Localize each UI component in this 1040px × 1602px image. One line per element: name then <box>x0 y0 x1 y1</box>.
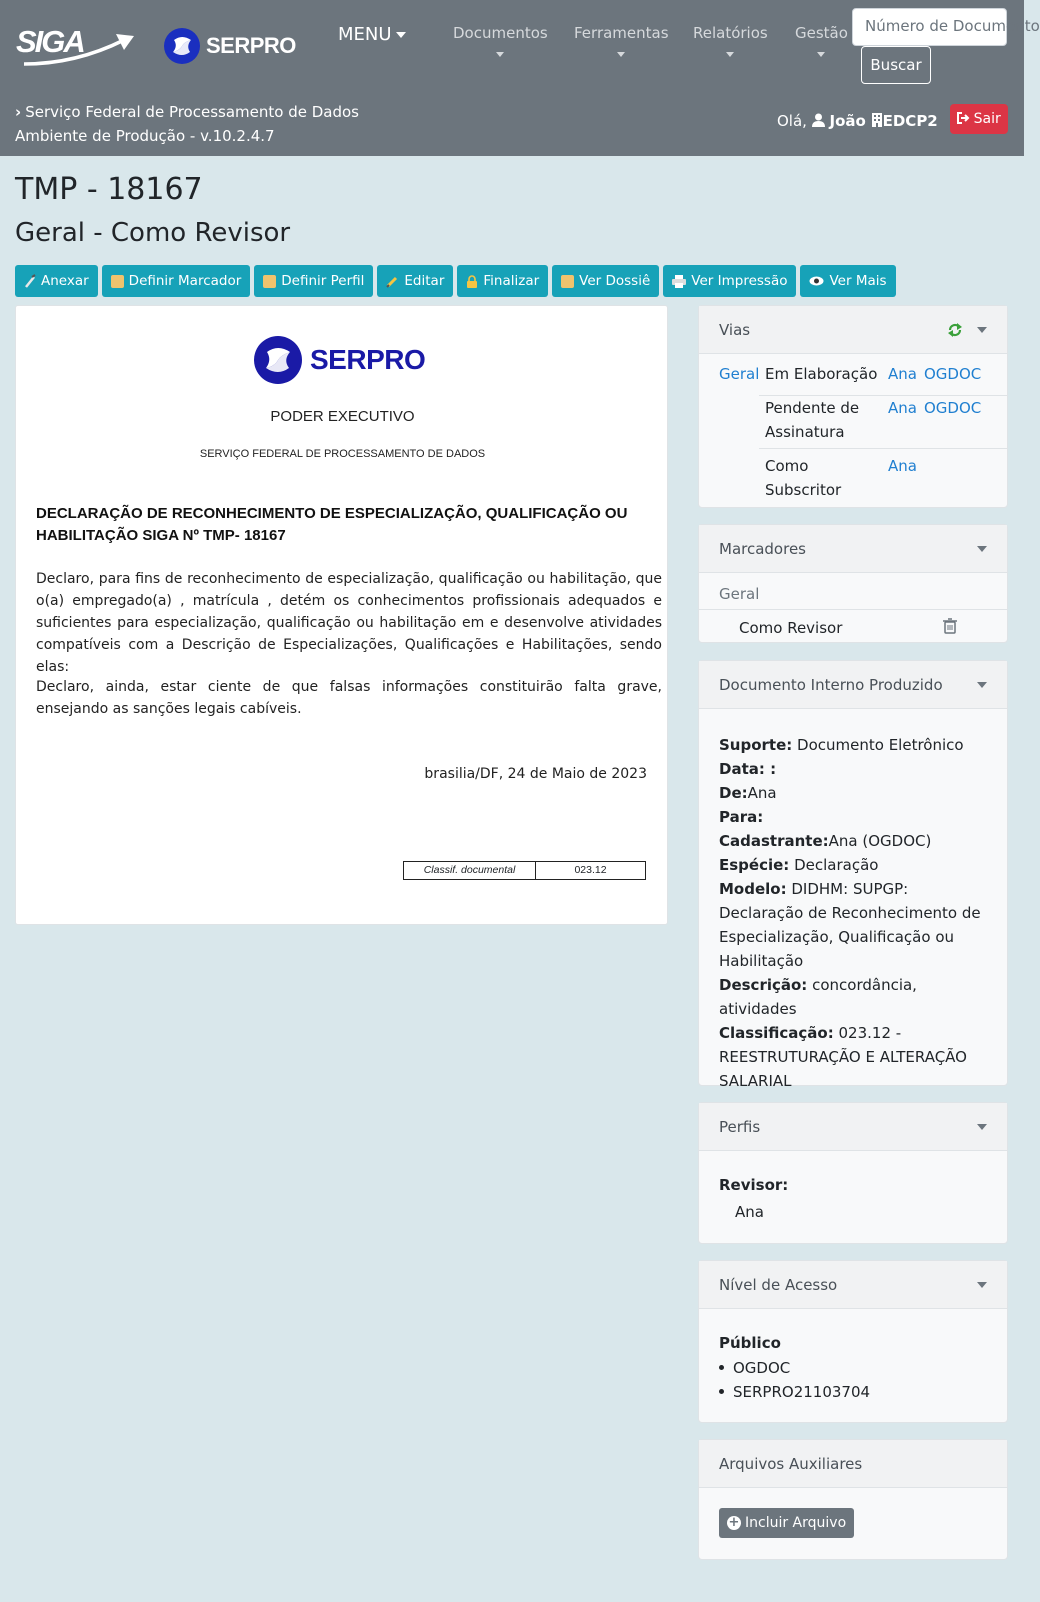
access-item: SERPRO21103704 <box>733 1380 870 1404</box>
marcadores-title: Marcadores <box>719 540 806 558</box>
user-name: João <box>829 112 866 130</box>
chevron-down-icon <box>396 32 406 38</box>
ver-dossie-label: Ver Dossiê <box>579 273 651 289</box>
incluir-arquivo-label: Incluir Arquivo <box>745 1515 847 1531</box>
via-status-em-elaboracao: Em Elaboração <box>765 365 878 383</box>
top-navbar <box>0 0 1040 156</box>
logout-button[interactable] <box>950 104 1008 134</box>
ver-impressao-button[interactable] <box>663 265 796 297</box>
siga-logo-text: SIGA <box>16 24 84 59</box>
paperclip-icon <box>24 275 36 288</box>
classificacao-value: 023.12 - REESTRUTURAÇÃO E ALTERAÇÃO SALARIAL <box>719 1024 967 1090</box>
para-label: Para: <box>719 808 764 826</box>
chevron-down-icon <box>726 52 734 57</box>
plus-circle-icon: + <box>728 1515 740 1530</box>
especie-label: Espécie: <box>719 856 790 874</box>
nivel-acesso-title: Nível de Acesso <box>719 1276 838 1294</box>
perfil-person: Ana <box>735 1203 764 1221</box>
finalizar-label: Finalizar <box>483 273 540 289</box>
via-unit-link[interactable]: OGDOC <box>924 365 982 383</box>
definir-perfil-button[interactable] <box>254 265 373 297</box>
user-greeting <box>777 112 938 130</box>
user-unit: EDCP2 <box>882 112 938 130</box>
chevron-down-icon[interactable] <box>977 327 987 333</box>
nav-ferramentas[interactable] <box>574 24 669 57</box>
ver-impressao-label: Ver Impressão <box>691 273 788 289</box>
classification-label: Classif. documental <box>404 862 536 879</box>
chevron-down-icon[interactable] <box>977 1282 987 1288</box>
page-subtitle: Geral - Como Revisor <box>15 218 291 248</box>
descricao-label: Descrição: <box>719 976 808 994</box>
poder-executivo-heading: PODER EXECUTIVO <box>270 408 415 425</box>
main-menu-label: MENU <box>338 24 392 45</box>
eye-icon <box>809 275 824 287</box>
definir-marcador-label: Definir Marcador <box>128 273 242 289</box>
greeting-text: Olá, <box>777 112 807 130</box>
declaration-paragraph-1: Declaro, para fins de reconhecimento de especialização, qualificação ou habilitação, que o(a) empregado(a) , matrícula , detém os conhecimentos profissionais adequados e suficientes para especialização, qualificação ou habilitação em e desenvolve atividades compatíveis com a Descrição de Especializações, Qualificações e Habilitações, sendo elas: <box>36 571 662 675</box>
documento-interno-title: Documento Interno Produzido <box>719 676 943 694</box>
arquivos-auxiliares-header <box>699 1440 1007 1488</box>
nav-relatorios[interactable] <box>693 24 768 57</box>
finalizar-button[interactable] <box>457 265 548 297</box>
via-user-link[interactable]: Ana <box>888 457 917 475</box>
cadastrante-label: Cadastrante: <box>719 832 829 850</box>
environment-version: Ambiente de Produção - v.10.2.4.7 <box>15 127 275 145</box>
marcador-group-geral: Geral <box>719 585 760 603</box>
divider <box>759 448 1007 449</box>
via-status-pendente-assinatura: Pendente de Assinatura <box>765 399 860 441</box>
de-value: Ana <box>747 784 777 802</box>
vias-header[interactable] <box>699 306 1007 354</box>
via-user-link[interactable]: Ana <box>888 365 917 383</box>
descricao-value: concordância, atividades <box>719 976 917 1018</box>
documento-interno-details <box>719 733 989 1093</box>
definir-perfil-label: Definir Perfil <box>281 273 365 289</box>
editar-button[interactable] <box>377 265 453 297</box>
chevron-down-icon[interactable] <box>977 1124 987 1130</box>
modelo-label: Modelo: <box>719 880 787 898</box>
declaration-title: DECLARAÇÃO DE RECONHECIMENTO DE ESPECIALIZAÇÃO, QUALIFICAÇÃO OU HABILITAÇÃO SIGA Nº TMP- 18167 <box>36 505 628 544</box>
organization-info <box>15 100 359 148</box>
de-label: De: <box>719 784 748 802</box>
modelo-value: DIDHM: SUPGP: Declaração de Reconhecimento de Especialização, Qualificação ou Habilitação <box>719 880 981 970</box>
nav-relatorios-label: Relatórios <box>693 24 768 42</box>
siga-arrow-icon <box>16 24 136 68</box>
user-icon <box>812 113 825 127</box>
anexar-button[interactable] <box>15 265 98 297</box>
ver-dossie-button[interactable] <box>552 265 659 297</box>
document-logo-text: SERPRO <box>310 344 426 375</box>
declaration-paragraph-2: Declaro, ainda, estar ciente de que falsas informações constituirão falta grave, ensejando as sanções legais cabíveis. <box>36 679 662 717</box>
especie-value: Declaração <box>794 856 879 874</box>
serpro-logo[interactable] <box>164 26 296 66</box>
page-title: TMP - 18167 <box>15 172 203 207</box>
via-status-como-subscritor: Como Subscritor <box>765 457 842 499</box>
folder-user-icon <box>263 275 276 288</box>
documento-interno-card <box>698 660 1008 1090</box>
perfil-role: Revisor: <box>719 1176 789 1194</box>
suporte-value: Documento Eletrônico <box>797 736 964 754</box>
folder-icon <box>111 275 124 288</box>
suporte-label: Suporte: <box>719 736 793 754</box>
siga-logo[interactable] <box>16 24 136 68</box>
pencil-icon <box>386 275 399 288</box>
perfis-card <box>698 1102 1008 1244</box>
search-button[interactable]: Buscar <box>861 46 931 84</box>
main-menu-dropdown[interactable] <box>338 24 406 45</box>
nivel-acesso-header[interactable] <box>699 1261 1007 1309</box>
marcadores-card <box>698 524 1008 643</box>
action-toolbar <box>15 265 896 297</box>
access-item: OGDOC <box>733 1356 790 1380</box>
chevron-down-icon <box>817 52 825 57</box>
classificacao-label: Classificação: <box>719 1024 834 1042</box>
via-geral-link[interactable]: Geral <box>719 365 760 383</box>
refresh-icon[interactable] <box>947 322 963 338</box>
divider <box>699 609 1007 610</box>
chevron-down-icon <box>617 52 625 57</box>
nav-gestao[interactable] <box>795 24 848 57</box>
nav-documentos[interactable] <box>453 24 548 57</box>
via-user-link[interactable]: Ana <box>888 399 917 417</box>
servico-federal-heading: SERVIÇO FEDERAL DE PROCESSAMENTO DE DADOS <box>199 448 486 460</box>
marcador-como-revisor: Como Revisor <box>739 619 843 637</box>
trash-icon[interactable] <box>943 618 957 634</box>
anexar-label: Anexar <box>41 273 89 289</box>
vias-card <box>698 305 1008 508</box>
folder-open-icon <box>561 275 574 288</box>
incluir-arquivo-button[interactable] <box>719 1508 854 1538</box>
marcadores-header[interactable] <box>699 525 1007 573</box>
document-number-search-input[interactable]: Número de Documento <box>852 8 1007 46</box>
vias-title: Vias <box>719 321 751 339</box>
data-label: Data: : <box>719 760 777 778</box>
chevron-down-icon[interactable] <box>977 682 987 688</box>
definir-marcador-button[interactable] <box>102 265 251 297</box>
printer-icon <box>672 275 686 288</box>
perfis-header[interactable] <box>699 1103 1007 1151</box>
nav-documentos-label: Documentos <box>453 24 548 42</box>
logout-label: Sair <box>973 111 1001 127</box>
arquivos-auxiliares-title: Arquivos Auxiliares <box>719 1455 863 1473</box>
editar-label: Editar <box>404 273 445 289</box>
building-icon <box>871 113 883 127</box>
chevron-down-icon <box>496 52 504 57</box>
nav-gestao-label: Gestão <box>795 24 848 42</box>
documento-interno-header[interactable] <box>699 661 1007 709</box>
serpro-logo-mark-icon <box>164 28 200 64</box>
nivel-acesso-card <box>698 1260 1008 1423</box>
classification-box <box>403 861 646 880</box>
cadastrante-value: Ana (OGDOC) <box>828 832 932 850</box>
nav-ferramentas-label: Ferramentas <box>574 24 669 42</box>
sign-out-icon <box>957 112 969 124</box>
access-level: Público <box>719 1334 781 1352</box>
classification-value: 023.12 <box>574 864 607 876</box>
via-unit-link[interactable]: OGDOC <box>924 399 982 417</box>
perfis-title: Perfis <box>719 1118 761 1136</box>
document-serpro-logo <box>254 336 425 384</box>
serpro-logo-text: SERPRO <box>206 33 296 58</box>
arquivos-auxiliares-card <box>698 1439 1008 1560</box>
organization-name: Serviço Federal de Processamento de Dados <box>25 103 359 121</box>
chevron-right-icon: › <box>15 103 22 121</box>
document-preview <box>15 305 668 925</box>
ver-mais-button[interactable] <box>800 265 895 297</box>
lock-icon <box>466 275 478 288</box>
ver-mais-label: Ver Mais <box>829 273 887 289</box>
document-date-line: brasilia/DF, 24 de Maio de 2023 <box>424 766 647 782</box>
chevron-down-icon[interactable] <box>977 546 987 552</box>
serpro-logo-mark-icon <box>254 336 302 384</box>
